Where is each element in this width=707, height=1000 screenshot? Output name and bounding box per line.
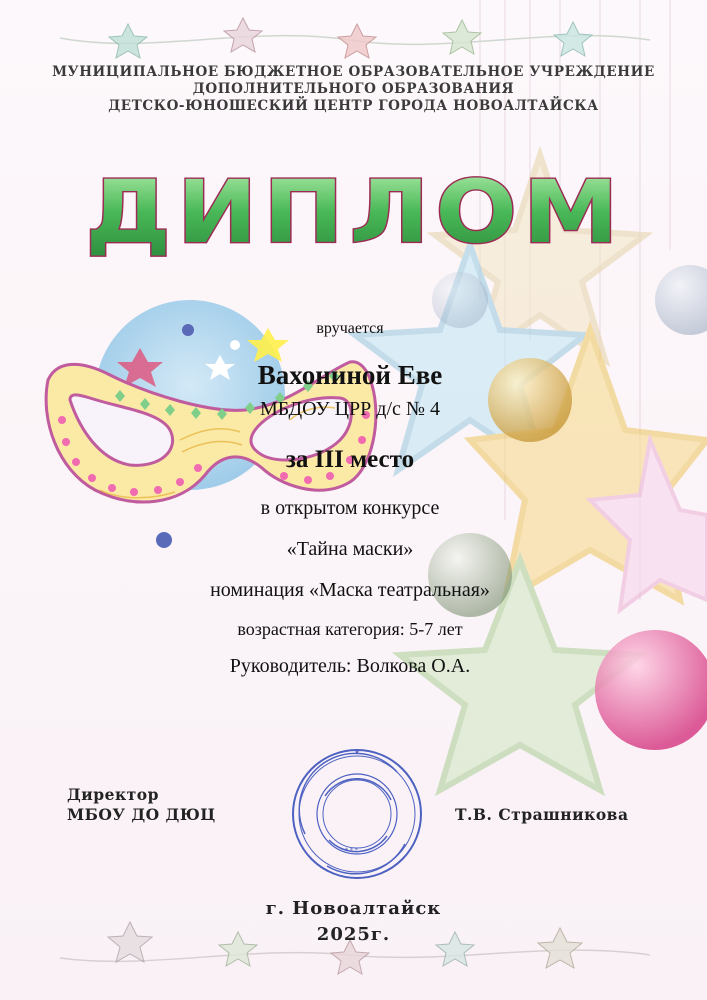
director-organization: МБОУ ДО ДЮЦ xyxy=(67,805,216,824)
recipient-name: Вахониной Еве xyxy=(257,360,443,390)
footer-city: г. Новоалтайск xyxy=(265,898,442,919)
supervisor-text: Руководитель: Волкова О.А. xyxy=(229,655,471,677)
header-line-3: ДЕТСКО-ЮНОШЕСКИЙ ЦЕНТР ГОРОДА НОВОАЛТАЙСКА xyxy=(108,98,599,114)
header-line-2: ДОПОЛНИТЕЛЬНОГО ОБРАЗОВАНИЯ xyxy=(192,81,515,97)
title-text: ДИПЛОМ xyxy=(85,161,625,263)
age-category-text: возрастная категория: 5-7 лет xyxy=(237,619,463,639)
place-text: за III место xyxy=(285,446,415,473)
institution-header xyxy=(0,64,707,115)
director-name: Т.В. Страшникова xyxy=(455,805,629,824)
awarded-text: вручается xyxy=(316,320,384,337)
header-line-1: МУНИЦИПАЛЬНОЕ БЮДЖЕТНОЕ ОБРАЗОВАТЕЛЬНОЕ УЧРЕЖДЕНИЕ xyxy=(52,64,655,80)
contest-intro: в открытом конкурсе xyxy=(260,497,440,519)
director-position: Директор xyxy=(67,785,159,804)
svg-text:★: ★ xyxy=(354,749,360,756)
recipient-organization: МБДОУ ЦРР д/с № 4 xyxy=(259,398,440,420)
footer-year: 2025г. xyxy=(316,924,391,945)
director-title xyxy=(67,785,216,825)
contest-name: «Тайна маски» xyxy=(286,538,414,560)
diploma-title xyxy=(0,150,707,270)
stamp-graphic xyxy=(293,749,421,878)
svg-text:* * *: * * * xyxy=(345,847,358,854)
nomination-text: номинация «Маска театральная» xyxy=(210,579,490,601)
